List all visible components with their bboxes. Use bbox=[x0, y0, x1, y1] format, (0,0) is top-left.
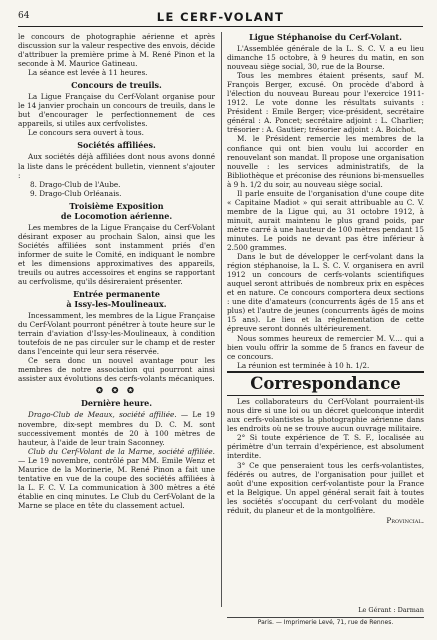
signature-text: Provincial. bbox=[386, 515, 424, 525]
section-heading-treuils: Concours de treuils. bbox=[71, 80, 162, 91]
running-header bbox=[18, 10, 423, 27]
heading-line: de Locomotion aérienne. bbox=[60, 210, 173, 221]
heading-line: à Issy-les-Moulineaux. bbox=[66, 299, 167, 310]
paragraph: Ce sera donc un nouvel avantage pour les membres de notre association qui pourront ainsi assister aux évolutions des cerfs-volants mécaniques. bbox=[18, 356, 215, 384]
signature bbox=[227, 516, 424, 525]
paragraph: Tous les membres étaient présents, sauf M. François Berger, excusé. On procède d'abord à l'élection du nouveau Bureau pour l'exercice 1911-1912. Le vote donne les résultats suivants : Président : Emile Berger; vice-président, secrétaire général : A. Poncet; secrétaire adjoint : L. Charlier; trésorier : A. Gautier; trésorier adjoint : A. Boichot. bbox=[227, 71, 424, 135]
column-divider bbox=[221, 32, 222, 607]
paragraph: 3° Ce que penseraient tous les cerfs-volantistes, fédérés ou autres, de l'organisation pour juillet et août d'une exposition cerf-volantiste pour la France et la Belgique. Un appel général serait fait à toutes les sociétés s'occupant du cerf-volant du modèle réduit, du planeur et de la montgolfière. bbox=[227, 460, 424, 515]
rule bbox=[227, 395, 424, 396]
section-ornament: ✪ ✪ ✪ bbox=[96, 385, 137, 396]
paragraph-text: — Le 19 novembre, contrôlé par MM. Emile Wenz et Maurice de la Morinerie, M. René Pinon a fait une tentative en vue de la coupe des sociétés affiliées à la L. F. C. V. La communication à 300 mètres a été établie en cinq minutes. Le Club du Cerf-Volant de la Marne se place en tête du classement actuel. bbox=[18, 455, 215, 510]
section-heading-entree bbox=[18, 289, 215, 309]
imprint-line: Paris. — Imprimerie Levé, 71, rue de Rennes. bbox=[257, 619, 394, 626]
gerant-line: Le Gérant : Darman bbox=[358, 606, 424, 614]
list-item: 8. Drago-Club de l'Aube. bbox=[30, 179, 121, 189]
section-heading-exposition bbox=[18, 201, 215, 221]
paragraph: Aux sociétés déjà affiliées dont nous avons donné la liste dans le précédent bulletin, viennent s'ajouter : bbox=[18, 152, 215, 180]
heading-line: Entrée permanente bbox=[73, 289, 160, 300]
paragraph: 2° Si toute expérience de T. S. F., localisée au périmètre d'un terrain d'expérience, est absolument interdite. bbox=[227, 433, 424, 461]
list-item: 9. Drago-Club Orléanais. bbox=[30, 188, 122, 198]
paragraph: le concours de photographie aérienne et après discussion sur la valeur respective des envois, décide d'attribuer la première prime à M. René Pinon et la seconde à M. Maurice Gatineau. bbox=[18, 32, 215, 69]
paragraph: Dans le but de développer le cerf-volant dans la région stéphanoise, la L. S. C. V. organisera en avril 1912 un concours de cerfs-volants scientifiques auquel seront attribués de nombreux prix en espèces et en nature. Ce concours comportera deux sections : une dite d'amateurs (concurrents âgés de 15 ans et plus) et l'autre de jeunes (concurrents âgés de moins 15 ans). Le lieu et la réglementation de cette épreuve seront donnés ultérieurement. bbox=[227, 252, 424, 334]
section-heading-stephanoise: Ligue Stéphanoise du Cerf-Volant. bbox=[249, 32, 402, 42]
paragraph: La Ligue Française du Cerf-Volant organise pour le 14 janvier prochain un concours de treuils, dans le but d'encourager le perfectionnement de ces appareils, si utiles aux cerfvolistes. bbox=[18, 92, 215, 129]
paragraph bbox=[18, 447, 215, 510]
left-column bbox=[18, 32, 215, 510]
paragraph: Incessamment, les membres de la Ligue Française du Cerf-Volant pourront pénétrer à toute heure sur le terrain d'aviation d'Issy-les-Moulineaux, à condition toutefois de ne pas circuler sur le champ et de rester dans l'enceinte qui leur sera réservée. bbox=[18, 311, 215, 357]
heading-line: Troisième Exposition bbox=[69, 200, 164, 211]
paragraph: M. le Président remercie les membres de la confiance qui ont bien voulu lui accorder en renouvelant son mandat. Il propose une organisation nouvelle : les services administratifs, de la Bibliothèque et préconise des réunions bi-mensuelles à 9 h. 1/2 du soir, au nouveau siège social. bbox=[227, 134, 424, 189]
paragraph: Il parle ensuite de l'organisation d'une coupe dite « Capitaine Madiot » qui serait attribuable au C. V. membre de la Ligue qui, au 31 octobre 1912, à minuit, aurait maintenu le plus grand poids, par mètre carré à une hauteur de 100 mètres pendant 15 minutes. Le poids ne devant pas être inférieur à 2.500 grammes. bbox=[227, 188, 424, 253]
section-heading-correspondance: Correspondance bbox=[250, 374, 401, 394]
page-footer bbox=[227, 606, 424, 626]
rule bbox=[227, 371, 424, 374]
paragraph: Les collaborateurs du Cerf-Volant pourraient-ils nous dire si une loi ou un décret quelconque interdit aux cerfs-volantistes la photographie aérienne dans les endroits où ne se trouve aucun ouvrage militaire. bbox=[227, 397, 424, 434]
paragraph: Les membres de la Ligue Française du Cerf-Volant désirant exposer au prochain Salon, ainsi que les Sociétés affiliées sont instamment priés d'en informer de suite le Comité, en indiquant le nombre et les dimensions approximatives des appareils, treuils ou autres accessoires et engins se rapportant au cerfvolisme, qu'ils désireraient présenter. bbox=[18, 222, 215, 286]
affiliated-list bbox=[18, 180, 215, 198]
running-title: LE CERF-VOLANT bbox=[156, 10, 285, 24]
club-name: Club du Cerf-Volant de la Marne, société affiliée. bbox=[28, 446, 215, 456]
right-column bbox=[227, 32, 424, 525]
paragraph: L'Assemblée générale de la L. S. C. V. a eu lieu dimanche 15 octobre, à 9 heures du matin, en son nouveau siège social, 30, rue de la Bourse. bbox=[227, 44, 424, 72]
paragraph bbox=[18, 410, 215, 446]
club-name: Drago-Club de Meaux, société affiliée. bbox=[28, 410, 177, 420]
section-heading-societes: Sociétés affiliées. bbox=[77, 140, 156, 151]
page-number: 64 bbox=[18, 11, 30, 21]
paragraph: Nous sommes heureux de remercier M. V.... qui a bien voulu offrir la somme de 5 francs en faveur de ce concours. bbox=[227, 333, 424, 361]
paragraph: Le concours sera ouvert à tous. bbox=[28, 128, 144, 138]
paragraph: La réunion est terminée à 10 h. 1/2. bbox=[237, 360, 370, 370]
section-heading-derniere: Dernière heure. bbox=[80, 398, 153, 409]
paragraph-text: — Le 19 novembre, dix-sept membres du D. C. M. sont successivement montés de 20 à 100 mètres de hauteur, à l'aide de leur train Saconney. bbox=[18, 410, 215, 447]
paragraph: La séance est levée à 11 heures. bbox=[28, 68, 148, 78]
